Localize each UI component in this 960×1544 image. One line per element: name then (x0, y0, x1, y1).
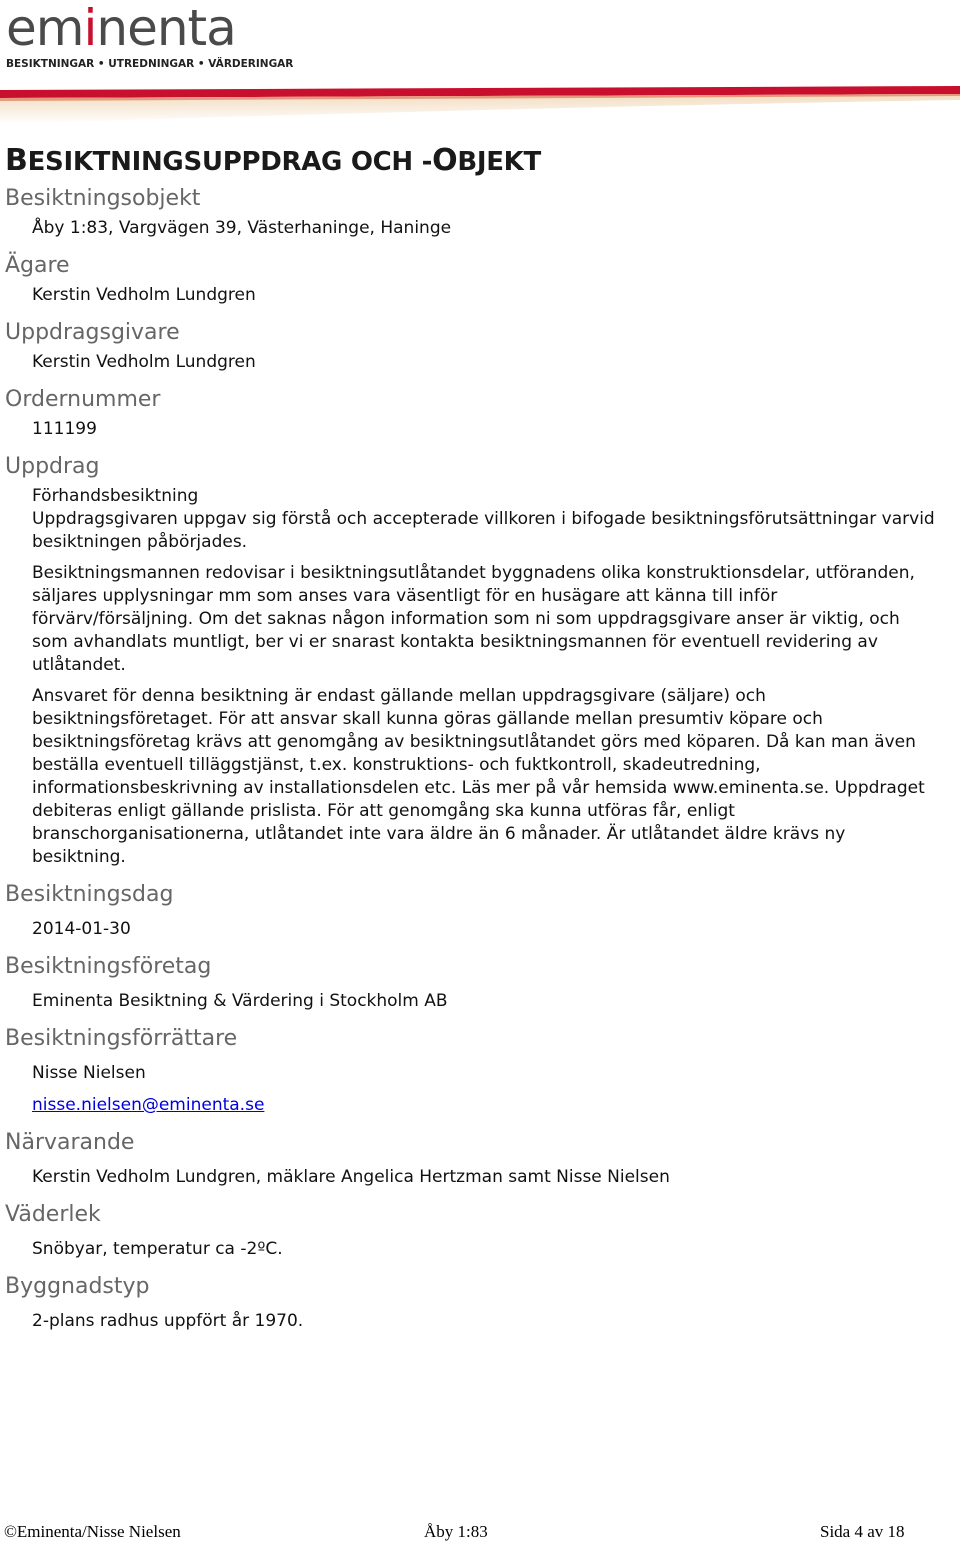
value-besiktningsforetag: Eminenta Besiktning & Värdering i Stockholm AB (32, 991, 448, 1011)
footer-page-number: Sida 4 av 18 (820, 1522, 905, 1541)
logo-tagline: BESIKTNINGAR • UTREDNINGAR • VÄRDERINGAR (6, 58, 294, 70)
value-narvarande: Kerstin Vedholm Lundgren, mäklare Angelica Hertzman samt Nisse Nielsen (32, 1167, 670, 1187)
value-byggnadstyp: 2-plans radhus uppfört år 1970. (32, 1311, 304, 1331)
label-besiktningsforetag: Besiktningsföretag (5, 954, 212, 979)
label-uppdragsgivare: Uppdragsgivare (5, 320, 180, 345)
uppdrag-paragraph-1: Uppdragsgivaren uppgav sig förstå och accepterade villkoren i bifogade besiktningsförutsättningar varvid besiktningen påbörjades. (32, 509, 935, 552)
label-ordernummer: Ordernummer (5, 387, 161, 412)
value-ordernummer: 111199 (32, 419, 97, 439)
page-footer (0, 1520, 960, 1544)
label-besiktningsobjekt: Besiktningsobjekt (5, 186, 201, 211)
label-agare: Ägare (5, 253, 70, 278)
value-besiktningsdag: 2014-01-30 (32, 919, 131, 939)
value-agare: Kerstin Vedholm Lundgren (32, 285, 256, 305)
uppdrag-paragraph-2: Besiktningsmannen redovisar i besiktningsutlåtandet byggnadens olika konstruktionsdelar, utföranden, säljares upplysningar mm som anses vara väsentligt för en husägare att känna till inför förvärv/försäljning. Om det saknas någon information som ni som uppdragsgivare anser är viktig, och som avhandlats muntligt, ber vi er snarast kontakta besiktningsmannen för eventuell revidering av utlåtandet. (32, 563, 915, 675)
eminenta-logo (6, 0, 294, 72)
value-besiktningsobjekt: Åby 1:83, Vargvägen 39, Västerhaninge, Haninge (32, 218, 452, 238)
value-forrattare-name: Nisse Nielsen (32, 1063, 146, 1083)
report-content (5, 145, 935, 1333)
value-uppdrag: Förhandsbesiktning (32, 486, 199, 506)
forrattare-email-link[interactable]: nisse.nielsen@eminenta.se (32, 1095, 265, 1115)
footer-property: Åby 1:83 (424, 1522, 488, 1541)
logo-wordmark: eminenta (6, 0, 236, 57)
footer-author: ©Eminenta/Nisse Nielsen (4, 1522, 181, 1541)
page-title: BESIKTNINGSUPPDRAG OCH -OBJEKT (5, 143, 541, 178)
label-narvarande: Närvarande (5, 1130, 135, 1155)
value-uppdragsgivare: Kerstin Vedholm Lundgren (32, 352, 256, 372)
value-vaderlek: Snöbyar, temperatur ca -2ºC. (32, 1239, 283, 1259)
label-besiktningsdag: Besiktningsdag (5, 882, 174, 907)
header-banner (0, 84, 960, 128)
label-besiktningsforrattare: Besiktningsförrättare (5, 1026, 238, 1051)
label-byggnadstyp: Byggnadstyp (5, 1274, 150, 1299)
uppdrag-paragraph-3: Ansvaret för denna besiktning är endast gällande mellan uppdragsgivare (säljare) och besiktningsföretaget. För att ansvar skall kunna göras gällande mellan presumtiv köpare och besiktningsföretag krävs att genomgång av besiktningsutlåtandet görs med köparen. Då kan man även beställa eventuell tilläggstjänst, t.ex. konstruktions- och fuktkontroll, skadeutredning, informationsbeskrivning av installationsdelen etc. Läs mer på vår hemsida www.eminenta.se. Uppdraget debiteras enligt gällande prislista. För att genomgång ska kunna utföras får, enligt branschorganisationerna, utlåtandet inte vara äldre än 6 månader. Är utlåtandet äldre krävs ny besiktning. (32, 686, 925, 867)
label-uppdrag: Uppdrag (5, 454, 100, 479)
label-vaderlek: Väderlek (5, 1202, 101, 1227)
